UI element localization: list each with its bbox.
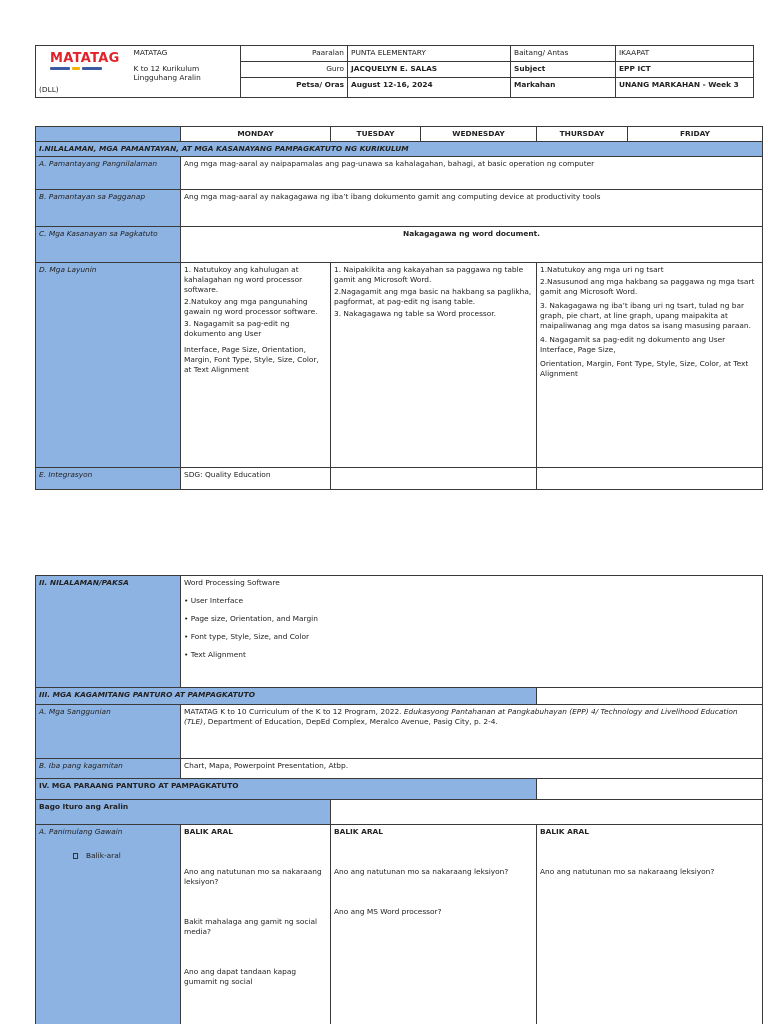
layunin-mon-2: 2.Natukoy ang mga pangunahing gawain ng word processor software. <box>184 296 318 316</box>
guro-value: JACQUELYN E. SALAS <box>348 62 511 78</box>
balik-aral-thu-q1: Ano ang natutunan mo sa nakaraang leksiyon? <box>540 866 715 876</box>
integrasyon-thursday <box>537 468 763 490</box>
layunin-tue-1: 1. Naipakikita ang kakayahan sa paggawa ng table gamit ang Microsoft Word. <box>334 265 524 284</box>
baitang-label: Baitang/ Antas <box>511 46 616 62</box>
layunin-thu-1: 1.Natutukoy ang mga uri ng tsart <box>540 265 664 274</box>
subject-value: EPP ICT <box>616 62 754 78</box>
paksa-item-3: • Page size, Orientation, and Margin <box>184 613 318 623</box>
day-header-friday: FRIDAY <box>628 127 763 142</box>
balik-aral-bullet-row <box>39 851 177 861</box>
day-header-thursday: THURSDAY <box>537 127 628 142</box>
panimulang-thursday <box>537 825 763 1024</box>
balik-aral-thu-head: BALIK ARAL <box>540 827 589 836</box>
iba-pang-kagamitan-text: Chart, Mapa, Powerpoint Presentation, Atbp. <box>181 759 763 779</box>
section1-title: I.NILALAMAN, MGA PAMANTAYAN, AT MGA KASANAYANG PAMPAGKATUTO NG KURIKULUM <box>36 142 763 157</box>
markahan-value: UNANG MARKAHAN - Week 3 <box>616 78 754 98</box>
day-header-tuesday: TUESDAY <box>331 127 421 142</box>
petsa-label: Petsa/ Oras <box>241 78 348 98</box>
pamantayang-pangnilalaman-text: Ang mga mag-aaral ay naipapamalas ang pag-unawa sa kahalagahan, bahagi, at basic operation ng computer <box>181 157 763 190</box>
checkbox-bullet-icon <box>73 853 78 859</box>
subject-label: Subject <box>511 62 616 78</box>
pamantayang-pangnilalaman-label: A. Pamantayang Pangnilalaman <box>36 157 181 190</box>
k12-kurikulum-label <box>131 62 241 98</box>
mga-layunin-label: D. Mga Layunin <box>36 263 181 468</box>
balik-aral-mon-q3: Ano ang dapat tandaan kapag gumamit ng social <box>184 966 297 986</box>
nilalaman-paksa-label: II. NILALAMAN/PAKSA <box>36 576 181 688</box>
matatag-label: MATATAG <box>131 46 241 62</box>
lesson-table-part1 <box>35 126 763 490</box>
panimulang-gawain-label <box>36 825 181 1024</box>
section4-title: IV. MGA PARAANG PANTURO AT PAMPAGKATUTO <box>36 779 537 800</box>
k12-text: K to 12 Kurikulum <box>133 63 200 73</box>
matatag-logo <box>36 46 131 78</box>
section4-title-blank <box>537 779 763 800</box>
lingguhan-text: Lingguhang Aralin <box>133 73 201 83</box>
sanggunian-part2: , Department of Education, DepEd Complex, Meralco Avenue, Pasig City, p. 2-4. <box>203 716 498 726</box>
paksa-item-2: • User Interface <box>184 595 243 605</box>
day-header-monday: MONDAY <box>181 127 331 142</box>
layunin-mon-4: Interface, Page Size, Orientation, Margin, Font Type, Style, Size, Color, at Text Alignment <box>184 344 319 374</box>
lesson-table-part2 <box>35 575 763 1024</box>
baitang-value: IKAAPAT <box>616 46 754 62</box>
layunin-thu-4: 4. Nagagamit sa pag-edit ng dokumento ang User Interface, Page Size, <box>540 334 726 354</box>
balik-aral-tue-head: BALIK ARAL <box>334 827 383 836</box>
bago-ituro-label: Bago Ituro ang Aralin <box>36 800 331 825</box>
markahan-label: Markahan <box>511 78 616 98</box>
sanggunian-italic: Edukasyong Pantahanan at Pangkabuhayan (EPP) 4/ Technology and Livelihood Education (TLE) <box>184 707 738 726</box>
section3-title-blank <box>537 688 763 705</box>
panimulang-tuesday <box>331 825 537 1024</box>
day-header-wednesday: WEDNESDAY <box>421 127 537 142</box>
integrasyon-label: E. Integrasyon <box>36 468 181 490</box>
pamantayan-pagganap-label: B. Pamantayan sa Pagganap <box>36 190 181 227</box>
guro-label: Guro <box>241 62 348 78</box>
layunin-thu-3: 3. Nakagagawa ng iba’t ibang uri ng tsart, tulad ng bar graph, pie chart, at line graph, upang maipakita at maipaliwanag ang mga datos sa isang masusing paraan. <box>540 300 751 330</box>
layunin-mon-3: 3. Nagagamit sa pag-edit ng dokumento ang User <box>184 318 290 338</box>
balik-aral-tue-q1: Ano ang natutunan mo sa nakaraang leksiyon? <box>334 866 509 876</box>
balik-aral-mon-q2: Bakit mahalaga ang gamit ng social media? <box>184 916 318 936</box>
sanggunian-label: A. Mga Sanggunian <box>36 705 181 759</box>
bago-ituro-blank <box>331 800 763 825</box>
day-header-blank <box>36 127 181 142</box>
paksa-item-1: Word Processing Software <box>184 578 280 587</box>
paaralan-label: Paaralan <box>241 46 348 62</box>
paaralan-value: PUNTA ELEMENTARY <box>348 46 511 62</box>
layunin-tue-3: 3. Nakagagawa ng table sa Word processor. <box>334 308 496 318</box>
logo-tagline-graphic <box>50 66 112 71</box>
layunin-monday <box>181 263 331 468</box>
sanggunian-text <box>181 705 763 759</box>
balik-aral-mon-q1: Ano ang natutunan mo sa nakaraang leksiyon? <box>184 866 322 886</box>
integrasyon-tuesday <box>331 468 537 490</box>
balik-aral-tue-q2: Ano ang MS Word processor? <box>334 906 442 916</box>
petsa-value: August 12-16, 2024 <box>348 78 511 98</box>
integrasyon-text: SDG: Quality Education <box>181 468 331 490</box>
nilalaman-paksa-content <box>181 576 763 688</box>
iba-pang-kagamitan-label: B. Iba pang kagamitan <box>36 759 181 779</box>
balik-aral-mon-head: BALIK ARAL <box>184 827 233 836</box>
kasanayan-pagkatuto-text: Nakagagawa ng word document. <box>181 227 763 263</box>
paksa-item-4: • Font type, Style, Size, and Color <box>184 631 310 641</box>
sanggunian-part1: MATATAG K to 10 Curriculum of the K to 12 Program, 2022. <box>184 707 404 716</box>
layunin-tuesday <box>331 263 537 468</box>
balik-aral-bullet-label: Balik-aral <box>86 850 121 860</box>
paksa-item-5: • Text Alignment <box>184 649 246 659</box>
layunin-tue-2: 2.Nagagamit ang mga basic na hakbang sa paglikha, pagformat, at pag-edit ng isang table. <box>334 286 532 306</box>
layunin-thu-5: Orientation, Margin, Font Type, Style, Size, Color, at Text Alignment <box>540 358 749 378</box>
panimulang-gawain-title: A. Panimulang Gawain <box>39 827 123 836</box>
kasanayan-pagkatuto-label: C. Mga Kasanayan sa Pagkatuto <box>36 227 181 263</box>
dll-label: (DLL) <box>36 78 131 98</box>
layunin-thu-2: 2.Nasusunod ang mga hakbang sa paggawa ng mga tsart gamit ang Microsoft Word. <box>540 276 755 296</box>
header-table <box>35 45 754 98</box>
logo-text: MATATAG <box>50 51 120 66</box>
panimulang-monday <box>181 825 331 1024</box>
layunin-mon-1: 1. Natutukoy ang kahulugan at kahalagahan ng word processor software. <box>184 265 303 294</box>
pamantayan-pagganap-text: Ang mga mag-aaral ay nakagagawa ng iba’t ibang dokumento gamit ang computing device at productivity tools <box>181 190 763 227</box>
section3-title: III. MGA KAGAMITANG PANTURO AT PAMPAGKATUTO <box>36 688 537 705</box>
layunin-thursday <box>537 263 763 468</box>
